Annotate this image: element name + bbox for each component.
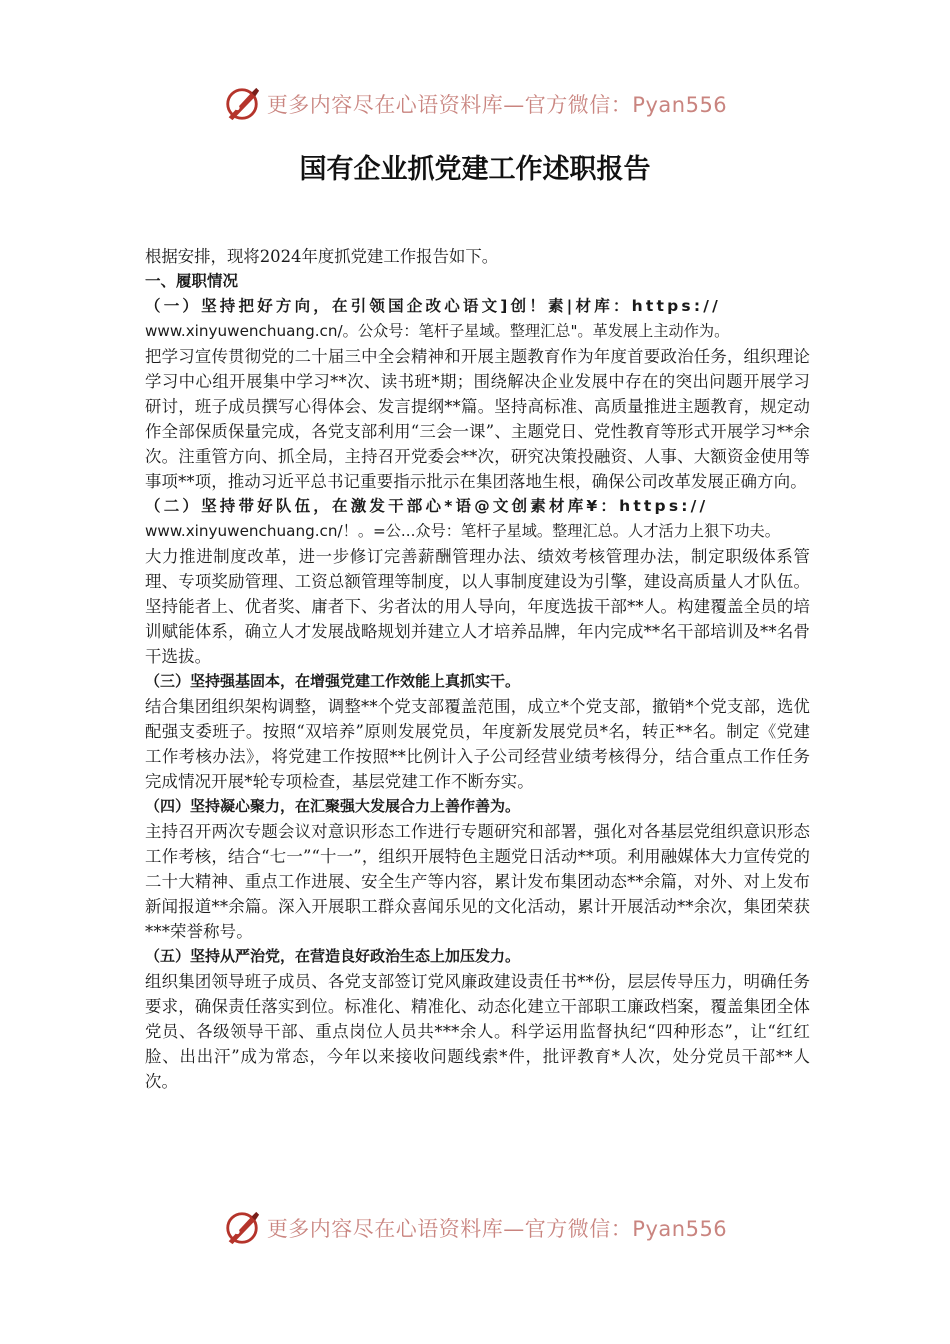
pen-logo-icon: [223, 85, 261, 123]
item-2-body: 大力推进制度改革，进一步修订完善薪酬管理办法、绩效考核管理办法，制定职级体系管理、专项奖励管理、工资总额管理等制度，以人事制度建设为引擎，建设高质量人才队伍。坚持能者上、优者奖、庸者下、劣者汰的用人导向，年度选拔干部**人。构建覆盖全员的培训赋能体系，确立人才发展战略规划并建立人才培养品牌，年内完成**名干部培训及**名骨干选拔。: [145, 547, 810, 666]
intro-paragraph: 根据安排，现将2024年度抓党建工作报告如下。: [145, 247, 499, 266]
item-1-heading-line1: （一）坚持把好方向，在引领国企改心语文]创！素|材库：https://: [145, 297, 721, 315]
item-5-heading: （五）坚持从严治党，在营造良好政治生态上加压发力。: [145, 947, 521, 965]
item-5-body: 组织集团领导班子成员、各党支部签订党风廉政建设责任书**份，层层传导压力，明确任务要求，确保责任落实到位。标准化、精准化、动态化建立干部职工廉政档案，覆盖集团全体党员、各级领导干部、重点岗位人员共***余人。科学运用监督执纪“四种形态”，让“红红脸、出出汗”成为常态，今年以来接收问题线索*件，批评教育*人次，处分党员干部**人次。: [145, 972, 810, 1091]
item-3-heading: （三）坚持强基固本，在增强党建工作效能上真抓实干。: [145, 672, 521, 690]
item-4-body: 主持召开两次专题会议对意识形态工作进行专题研究和部署，强化对各基层党组织意识形态工作考核，结合“七一”“十一”，组织开展特色主题党日活动**项。利用融媒体大力宣传党的二十大精神、重点工作进展、安全生产等内容，累计发布集团动态**余篇，对外、对上发布新闻报道**余篇。深入开展职工群众喜闻乐见的文化活动，累计开展活动**余次，集团荣获***荣誉称号。: [145, 822, 810, 941]
watermark-banner-bottom: [0, 1206, 950, 1250]
item-4-heading: （四）坚持凝心聚力，在汇聚强大发展合力上善作善为。: [145, 797, 521, 815]
document-title: 国有企业抓党建工作述职报告: [299, 154, 651, 185]
item-1-body: 把学习宣传贯彻党的二十届三中全会精神和开展主题教育作为年度首要政治任务，组织理论学习中心组开展集中学习**次、读书班*期；围绕解决企业发展中存在的突出问题开展学习研讨，班子成员撰写心得体会、发言提纲**篇。坚持高标准、高质量推进主题教育，规定动作全部保质保量完成，各党支部利用“三会一课”、主题党日、党性教育等形式开展学习**余次。注重管方向、抓全局，主持召开党委会**次，研究决策投融资、人事、大额资金使用等事项**项，推动习近平总书记重要指示批示在集团落地生根，确保公司改革发展正确方向。: [145, 347, 810, 491]
watermark-banner-top: [0, 82, 950, 126]
item-3-body: 结合集团组织架构调整，调整**个党支部覆盖范围，成立*个党支部，撤销*个党支部，选优配强支委班子。按照“双培养”原则发展党员，年度新发展党员*名，转正**名。制定《党建工作考核办法》，将党建工作按照**比例计入子公司经营业绩考核得分，结合重点工作任务完成情况开展*轮专项检查，基层党建工作不断夯实。: [145, 697, 810, 791]
watermark-text: 更多内容尽在心语资料库—官方微信：Pyan556: [266, 1217, 728, 1241]
watermark-text: 更多内容尽在心语资料库—官方微信：Pyan556: [266, 93, 728, 117]
item-1-heading-line2: www.xinyuwenchuang.cn/。公众号：笔杆子星域。整理汇总"。革发展上主动作为。: [145, 322, 730, 340]
pen-logo-icon: [223, 1209, 261, 1247]
section-heading: 一、履职情况: [145, 272, 239, 290]
document-body: [145, 244, 810, 1094]
item-2-heading-line2: www.xinyuwenchuang.cn/！。=公...众号：笔杆子星域。整理汇总。人才活力上狠下功夫。: [145, 522, 780, 540]
item-2-heading-line1: （二）坚持带好队伍，在激发干部心*语@文创素材库¥：https://: [145, 497, 709, 515]
